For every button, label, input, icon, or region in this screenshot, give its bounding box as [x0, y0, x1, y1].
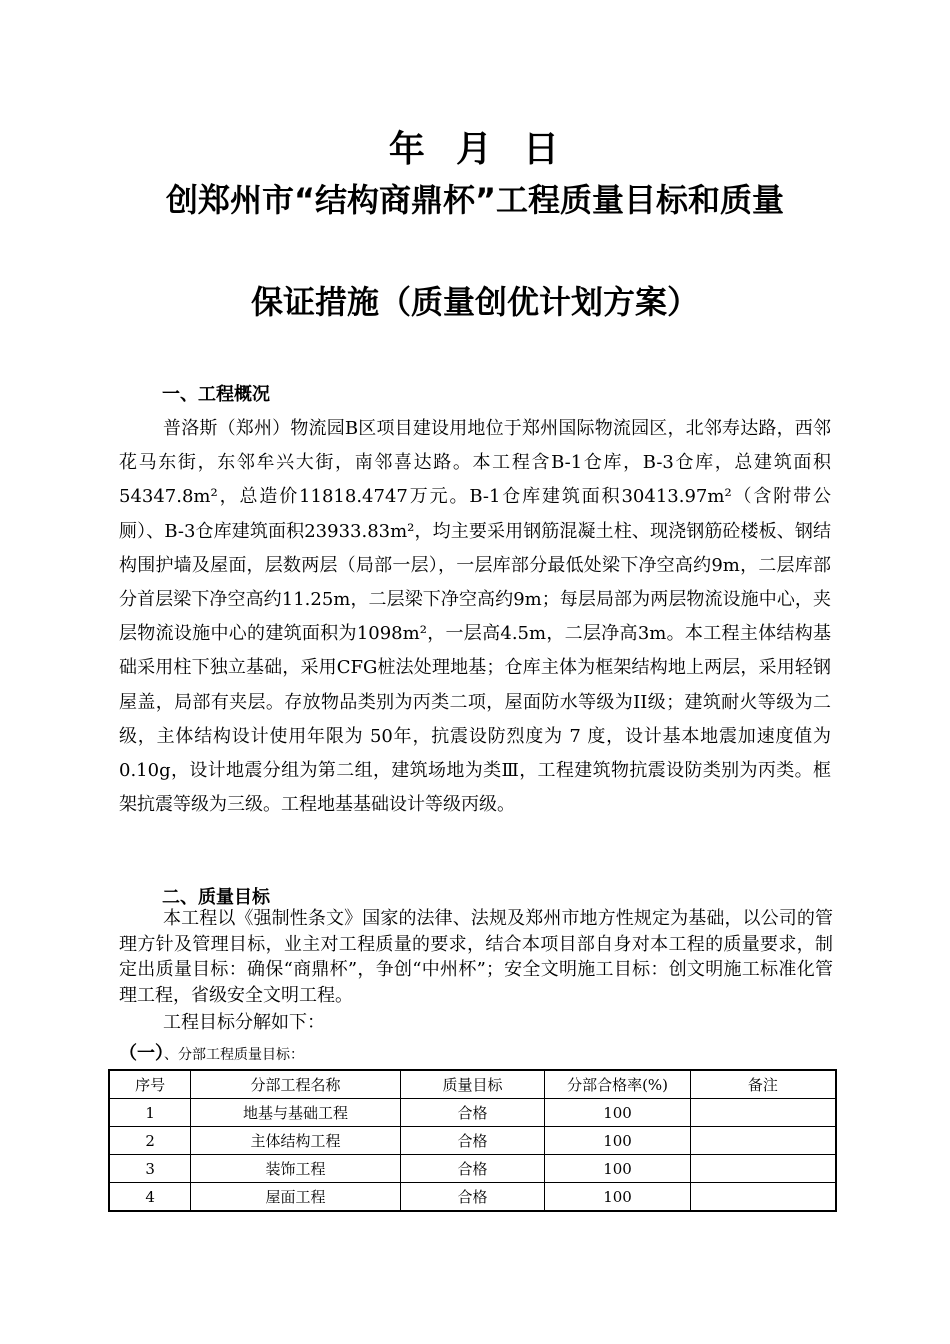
section-heading-quality-goal: 二、质量目标 — [162, 887, 270, 908]
cell-index: 4 — [109, 1183, 191, 1212]
cell-remarks — [690, 1127, 836, 1155]
cell-name: 主体结构工程 — [191, 1127, 400, 1155]
header-cell-target: 质量目标 — [400, 1070, 545, 1099]
cell-name: 地基与基础工程 — [191, 1099, 400, 1127]
cell-pass-rate: 100 — [545, 1099, 691, 1127]
cell-target: 合格 — [400, 1127, 545, 1155]
subsection-number: （一） — [119, 1043, 164, 1064]
subsection-heading — [119, 1043, 304, 1066]
cell-target: 合格 — [400, 1155, 545, 1183]
table-row — [109, 1183, 836, 1212]
quality-goal-paragraph: 本工程以《强制性条文》国家的法律、法规及郑州市地方性规定为基础，以公司的管理方针及管理目标，业主对工程质量的要求，结合本项目部自身对本工程的质量要求，制定出质量目标：确保“商鼎杯”，争创“中州杯”；安全文明施工目标：创文明施工标准化管理工程，省级安全文明工程。 — [119, 908, 833, 1006]
table-header-row — [109, 1070, 836, 1099]
header-cell-pass-rate: 分部合格率(%) — [545, 1070, 691, 1099]
section-heading-overview: 一、工程概况 — [162, 384, 270, 405]
header-cell-index: 序号 — [109, 1070, 191, 1099]
overview-paragraph: 普洛斯（郑州）物流园B区项目建设用地位于郑州国际物流园区，北邻寿达路，西邻花马东街，东邻牟兴大街，南邻喜达路。本工程含B-1仓库，B-3仓库，总建筑面积54347.8m²，总造价11818.4747万元。B-1仓库建筑面积30413.97m²（含附带公厕）、B-3仓库建筑面积23933.83m²，均主要采用钢筋混凝土柱、现浇钢筋砼楼板、钢结构围护墙及屋面，层数两层（局部一层），一层库部分最低处梁下净空高约9m，二层库部分首层梁下净空高约11.25m，二层梁下净空高约9m；每层局部为两层物流设施中心，夹层物流设施中心的建筑面积为1098m²，一层高4.5m，二层净高3m。本工程主体结构基础采用柱下独立基础，采用CFG桩法处理地基；仓库主体为框架结构地上两层，采用轻钢屋盖，局部有夹层。存放物品类别为丙类二项，屋面防水等级为II级；建筑耐火等级为二级，主体结构设计使用年限为 50年，抗震设防烈度为 7 度，设计基本地震加速度值为0.10g，设计地震分组为第二组，建筑场地为类Ⅲ，工程建筑物抗震设防类别为丙类。框架抗震等级为三级。工程地基基础设计等级丙级。 — [119, 418, 831, 816]
cell-index: 2 — [109, 1127, 191, 1155]
cell-target: 合格 — [400, 1183, 545, 1212]
date-line: 年 月 日 — [388, 129, 562, 170]
goal-breakdown-line: 工程目标分解如下： — [163, 1012, 325, 1033]
document-title-line-1: 创郑州市“结构商鼎杯”工程质量目标和质量 — [165, 181, 785, 219]
cell-target: 合格 — [400, 1099, 545, 1127]
subsection-title: 、分部工程质量目标： — [164, 1047, 304, 1063]
quality-goal-table — [108, 1069, 837, 1212]
document-title-line-2: 保证措施（质量创优计划方案） — [250, 283, 699, 321]
cell-remarks — [690, 1155, 836, 1183]
cell-index: 3 — [109, 1155, 191, 1183]
table-row — [109, 1155, 836, 1183]
table-row — [109, 1127, 836, 1155]
cell-remarks — [690, 1183, 836, 1212]
cell-remarks — [690, 1099, 836, 1127]
cell-pass-rate: 100 — [545, 1155, 691, 1183]
cell-index: 1 — [109, 1099, 191, 1127]
table-row — [109, 1099, 836, 1127]
header-cell-name: 分部工程名称 — [191, 1070, 400, 1099]
cell-pass-rate: 100 — [545, 1183, 691, 1212]
cell-name: 装饰工程 — [191, 1155, 400, 1183]
cell-name: 屋面工程 — [191, 1183, 400, 1212]
cell-pass-rate: 100 — [545, 1127, 691, 1155]
header-cell-remarks: 备注 — [690, 1070, 836, 1099]
